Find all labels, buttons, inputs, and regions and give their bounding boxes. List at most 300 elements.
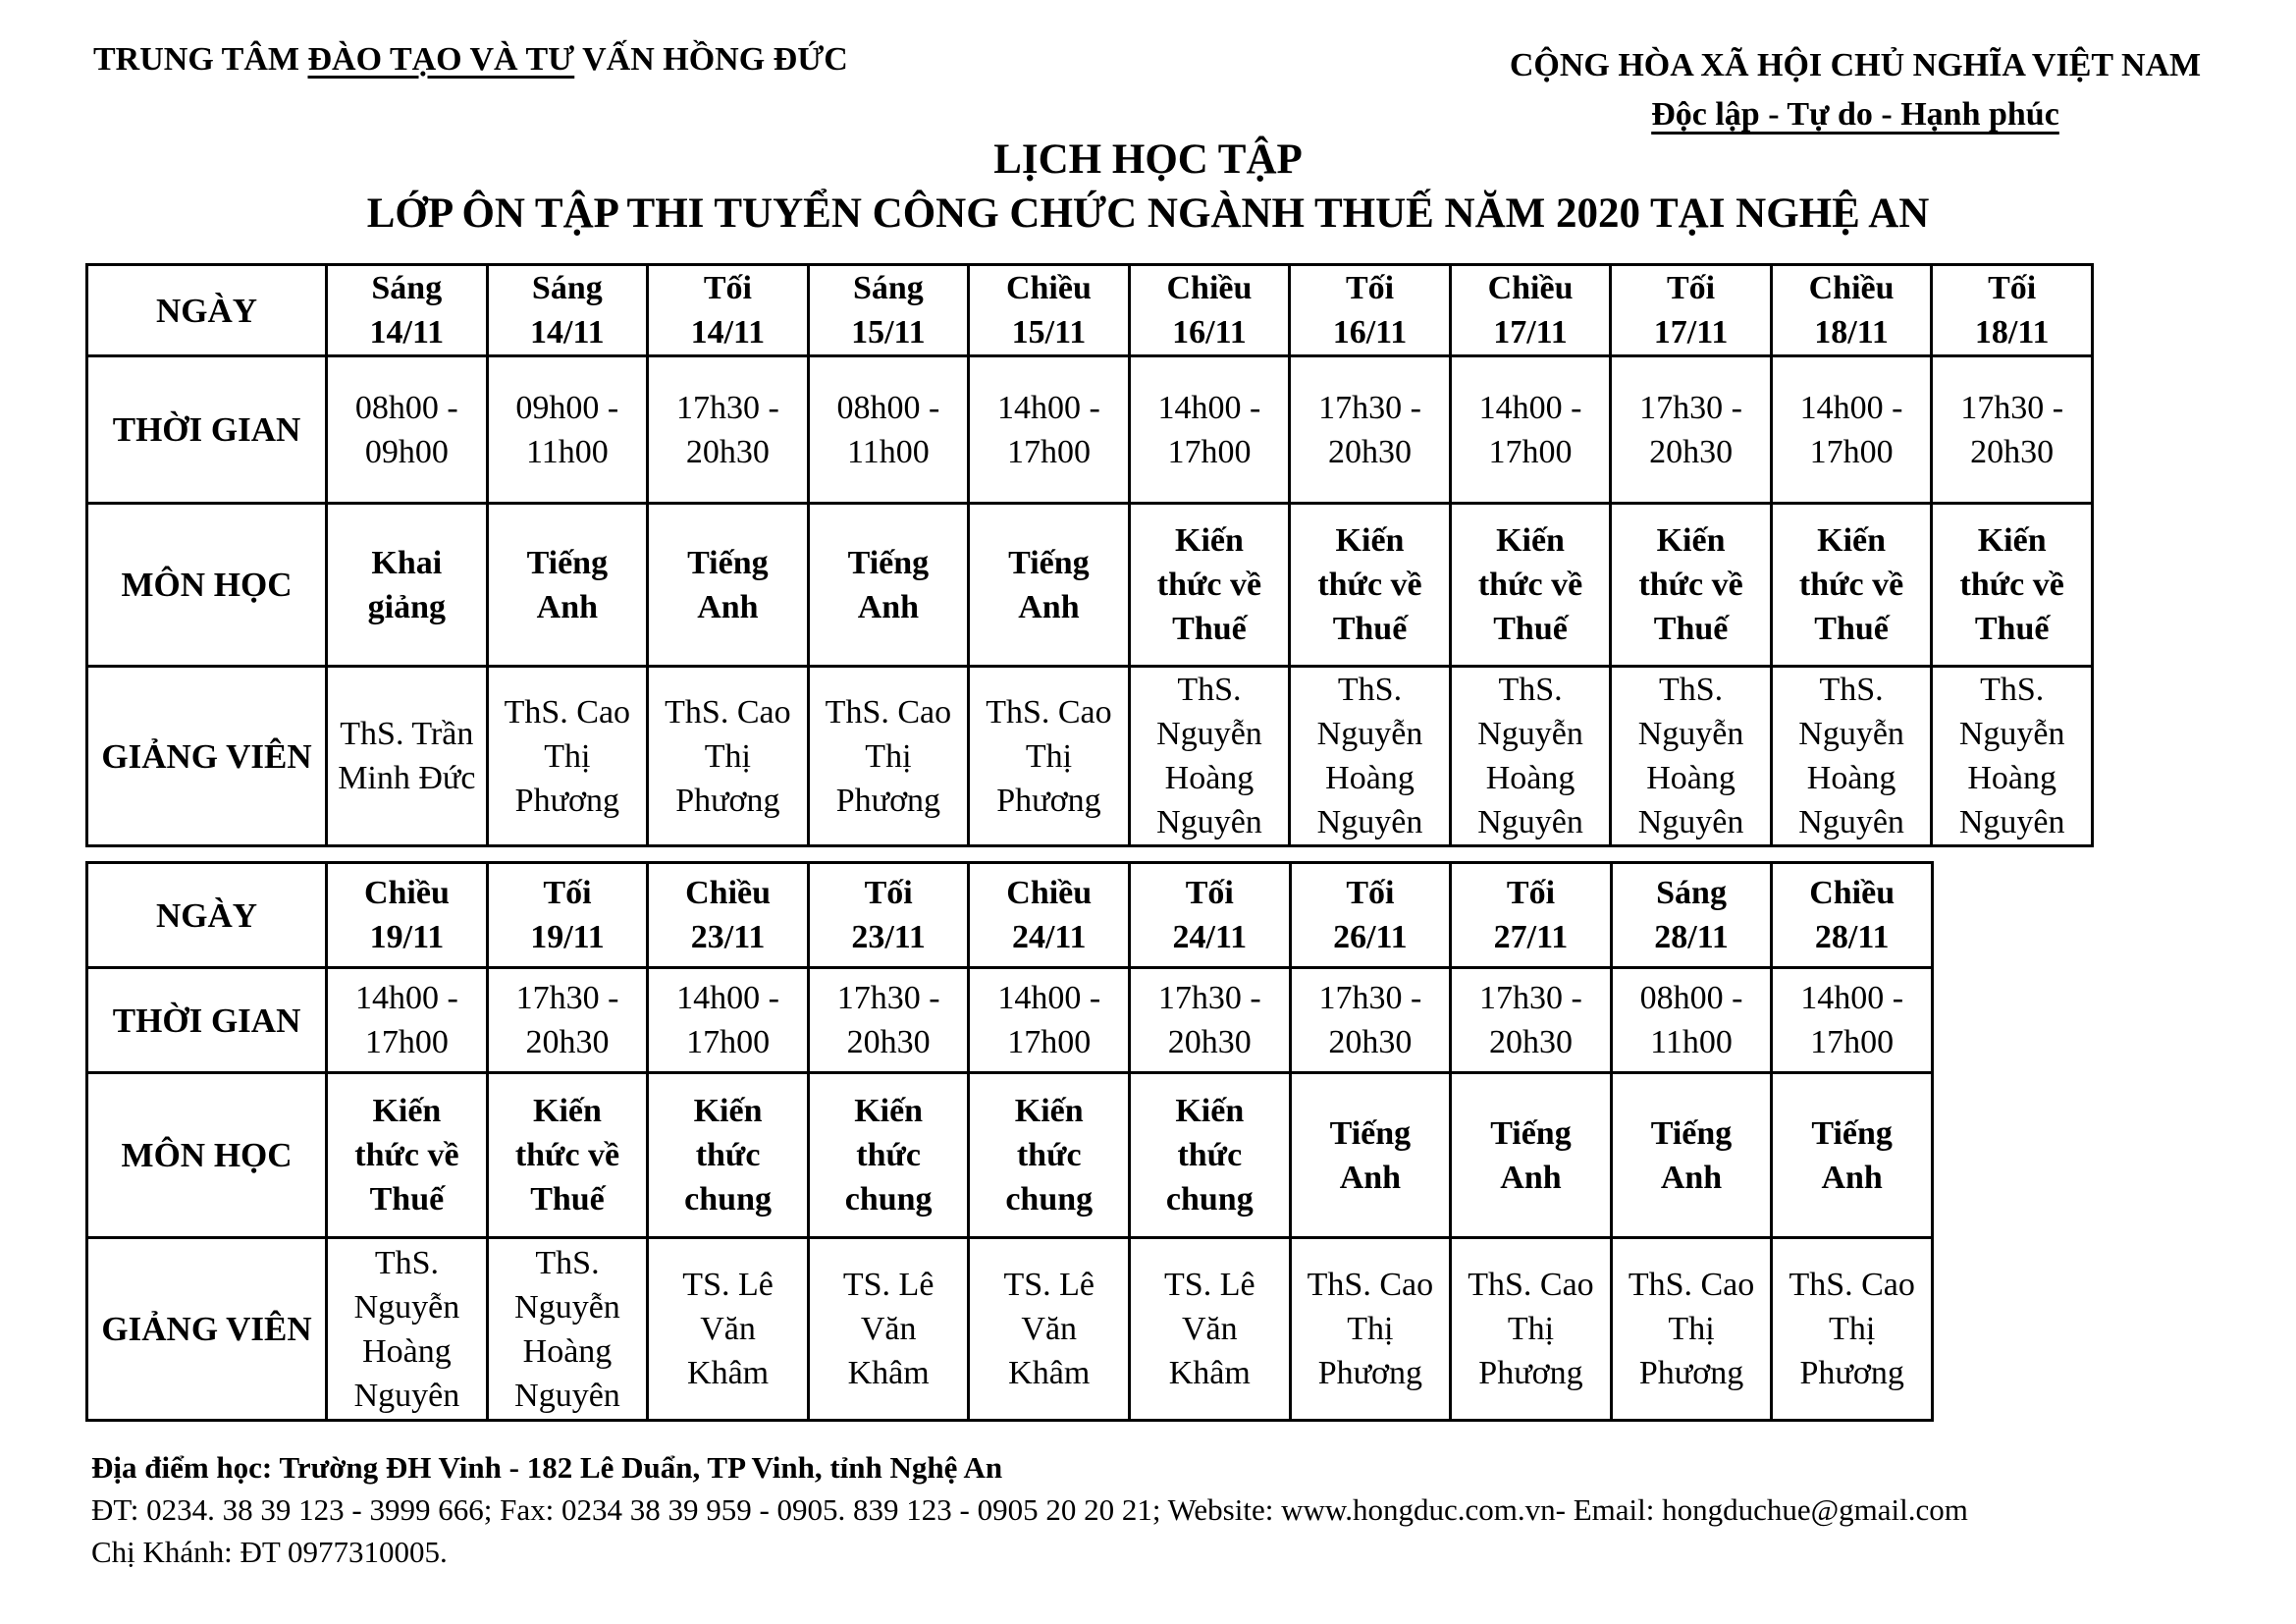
national-motto: Độc lập - Tự do - Hạnh phúc [1651, 96, 2059, 133]
lecturer-cell-line: Nguyễn [1798, 716, 1904, 752]
time-cell [648, 968, 809, 1073]
lecturer-cell-line: Khâm [687, 1355, 770, 1391]
lecturer-cell-line: ThS. [1658, 672, 1724, 708]
date-cell-line: 16/11 [1332, 314, 1408, 351]
date-cell [1290, 265, 1451, 356]
date-cell [1451, 863, 1612, 968]
date-cell-line: Chiều [1005, 270, 1092, 306]
lecturer-cell [487, 667, 648, 846]
lecturer-cell-line: Hoàng [362, 1332, 452, 1370]
date-cell-line: 14/11 [369, 314, 445, 351]
lecturer-cell-line: Khâm [847, 1355, 930, 1391]
lecturer-cell [1771, 667, 1932, 846]
date-cell [1771, 265, 1932, 356]
lecturer-cell-line: Nguyễn [1477, 716, 1583, 752]
lecturer-cell-line: TS. Lê [842, 1267, 934, 1303]
subject-cell [969, 504, 1130, 667]
time-cell-line: 20h30 [1488, 1024, 1573, 1060]
time-cell-line: 17h00 [1810, 1024, 1895, 1060]
date-cell-line: 15/11 [1011, 314, 1087, 351]
lecturer-cell [1451, 1238, 1612, 1421]
time-cell-line: 08h00 - [354, 389, 458, 426]
date-cell [327, 863, 488, 968]
lecturer-cell-line: ThS. [1337, 672, 1403, 708]
lecturer-cell [1290, 1238, 1451, 1421]
lecturer-cell-line: Thị [1347, 1311, 1394, 1347]
row-date [87, 265, 2093, 356]
subject-cell-line: chung [844, 1181, 933, 1218]
lecturer-cell [1130, 1238, 1291, 1421]
subject-cell-line: Tiếng [1650, 1114, 1733, 1152]
subject-cell [1450, 504, 1611, 667]
date-cell [648, 863, 809, 968]
lecturer-cell-line: Nguyên [1316, 804, 1423, 840]
time-cell-line: 20h30 [846, 1024, 931, 1060]
subject-cell-line: Anh [1018, 588, 1080, 625]
subject-cell-line: Kiến [1335, 522, 1405, 559]
subject-cell-line: Thuế [530, 1181, 605, 1218]
subject-cell-line: thức [1177, 1137, 1243, 1173]
time-cell-line: 14h00 - [1157, 389, 1261, 426]
time-cell-line: 20h30 [1167, 1024, 1252, 1060]
subject-cell-line: Kiến [1496, 522, 1565, 559]
row-label-subject: MÔN HỌC [87, 504, 327, 667]
subject-cell-line: thức về [514, 1137, 620, 1173]
date-cell-line: Chiều [363, 875, 450, 911]
time-cell-line: 08h00 - [836, 389, 940, 426]
row-subject [87, 1073, 1933, 1238]
subject-cell-line: thức về [1638, 567, 1743, 603]
subject-cell-line: thức về [1317, 567, 1422, 603]
subject-cell-line: Khai [371, 544, 443, 581]
lecturer-cell-line: Minh Đức [338, 760, 476, 796]
lecturer-cell-line: Thị [865, 737, 912, 775]
subject-cell-line: Anh [1660, 1159, 1723, 1196]
subject-cell [1130, 1073, 1291, 1238]
lecturer-cell-line: ThS. Cao [1789, 1267, 1915, 1303]
study-location: Địa điểm học: Trường ĐH Vinh - 182 Lê Duẩn, TP Vinh, tỉnh Nghệ An [91, 1450, 1003, 1485]
lecturer-cell-line: Hoàng [1485, 760, 1575, 796]
date-cell [969, 863, 1130, 968]
time-cell [1932, 356, 2093, 504]
lecturer-cell-line: Nguyễn [514, 1288, 620, 1326]
time-cell-line: 14h00 - [997, 980, 1101, 1016]
time-cell [1290, 968, 1451, 1073]
date-cell-line: 23/11 [690, 919, 766, 955]
date-cell-line: Sáng [852, 270, 924, 306]
date-cell [1611, 863, 1772, 968]
time-cell-line: 11h00 [1650, 1024, 1733, 1060]
time-cell-line: 17h00 [1007, 1024, 1092, 1060]
time-cell [487, 968, 648, 1073]
date-cell-line: Chiều [1808, 270, 1895, 306]
lecturer-cell-line: TS. Lê [1003, 1267, 1095, 1303]
lecturer-cell-line: ThS. [1498, 672, 1563, 708]
subject-cell-line: thức về [354, 1137, 459, 1173]
subject-cell [1129, 504, 1290, 667]
lecturer-cell-line: ThS. [535, 1244, 600, 1281]
subject-cell-line: Thuế [1493, 611, 1568, 647]
time-cell-line: 20h30 [685, 433, 770, 470]
row-time [87, 356, 2093, 504]
lecturer-cell-line: Thị [1668, 1311, 1715, 1347]
lecturer-cell [648, 667, 809, 846]
time-cell [1129, 356, 1290, 504]
date-cell-line: Tối [864, 875, 913, 911]
lecturer-cell [648, 1238, 809, 1421]
time-cell [1290, 356, 1451, 504]
lecturer-cell-line: Phương [1799, 1355, 1904, 1391]
lecturer-cell [1450, 667, 1611, 846]
subject-cell-line: Kiến [693, 1093, 763, 1129]
country-name: CỘNG HÒA XÃ HỘI CHỦ NGHĨA VIỆT NAM [1509, 47, 2202, 83]
time-cell [1130, 968, 1291, 1073]
row-date [87, 863, 1933, 968]
subject-cell-line: Kiến [1014, 1093, 1084, 1129]
date-cell-line: Sáng [531, 270, 603, 306]
time-cell-line: 14h00 - [355, 980, 458, 1016]
national-header [1472, 41, 2238, 139]
row-label-time: THỜI GIAN [87, 968, 327, 1073]
subject-cell-line: chung [684, 1181, 772, 1218]
time-cell-line: 09h00 [364, 433, 449, 470]
lecturer-cell-line: Phương [835, 782, 941, 819]
time-cell-line: 17h00 [686, 1024, 771, 1060]
organization-name-suffix: VẤN HỒNG ĐỨC [574, 41, 848, 78]
time-cell-line: 20h30 [525, 1024, 610, 1060]
lecturer-cell-line: Nguyễn [1637, 716, 1744, 752]
subject-cell-line: Kiến [854, 1093, 924, 1129]
lecturer-cell-line: ThS. Cao [1468, 1267, 1594, 1303]
subject-cell-line: thức về [1477, 567, 1583, 603]
date-cell-line: 19/11 [530, 919, 605, 955]
subject-cell-line: Anh [1821, 1159, 1883, 1196]
lecturer-cell-line: Văn [1181, 1311, 1238, 1347]
lecturer-cell-line: Phương [1478, 1355, 1583, 1391]
lecturer-cell-line: Nguyễn [353, 1288, 460, 1326]
subject-cell [1772, 1073, 1933, 1238]
lecturer-cell-line: Thị [1507, 1311, 1555, 1347]
subject-cell-line: Thuế [369, 1181, 445, 1218]
date-cell [487, 863, 648, 968]
contact-person: Chị Khánh: ĐT 0977310005. [91, 1535, 448, 1569]
subject-cell [487, 1073, 648, 1238]
row-label-date: NGÀY [87, 265, 327, 356]
row-time [87, 968, 1933, 1073]
date-cell-line: 28/11 [1814, 919, 1890, 955]
lecturer-cell-line: Phương [514, 782, 619, 819]
lecturer-cell [808, 1238, 969, 1421]
lecturer-cell-line: Hoàng [1646, 760, 1735, 796]
time-cell [1611, 356, 1772, 504]
date-cell-line: 18/11 [1974, 314, 2050, 351]
time-cell-line: 17h30 - [836, 980, 940, 1016]
date-cell [1611, 265, 1772, 356]
subject-cell [1290, 504, 1451, 667]
row-lecturer [87, 667, 2093, 846]
date-cell-line: Chiều [1006, 875, 1093, 911]
subject-cell [969, 1073, 1130, 1238]
subject-cell-line: Thuế [1974, 611, 2050, 647]
subject-cell-line: thức về [1959, 567, 2064, 603]
subject-cell-line: thức [695, 1137, 761, 1173]
subject-cell [808, 1073, 969, 1238]
subject-cell-line: Thuế [1814, 611, 1889, 647]
row-subject [87, 504, 2093, 667]
row-lecturer [87, 1238, 1933, 1421]
date-cell-line: Chiều [685, 875, 772, 911]
date-cell-line: 14/11 [530, 314, 605, 351]
date-cell-line: 28/11 [1654, 919, 1729, 955]
date-cell [1450, 265, 1611, 356]
date-cell-line: Tối [1667, 270, 1716, 306]
lecturer-cell-line: Văn [700, 1311, 756, 1347]
time-cell [808, 356, 969, 504]
subject-cell-line: Kiến [1656, 522, 1726, 559]
lecturer-cell-line: Hoàng [522, 1332, 613, 1370]
organization-name-prefix: TRUNG TÂM [93, 41, 308, 78]
lecturer-cell-line: Nguyên [353, 1377, 460, 1414]
lecturer-cell-line: Hoàng [1164, 760, 1255, 796]
date-cell-line: 26/11 [1333, 919, 1408, 955]
subject-cell-line: Kiến [1175, 522, 1244, 559]
schedule-table-1 [85, 263, 2094, 847]
contact-info: ĐT: 0234. 38 39 123 - 3999 666; Fax: 0234 38 39 959 - 0905. 839 123 - 0905 20 20 21; Website: www.hongduc.com.vn- Email: hongduchue@gmail.com [91, 1492, 1968, 1527]
time-cell-line: 17h30 - [1639, 389, 1742, 426]
lecturer-cell [327, 667, 488, 846]
date-cell [648, 265, 809, 356]
subject-cell-line: Anh [1500, 1159, 1562, 1196]
date-cell-line: Tối [1185, 875, 1234, 911]
date-cell-line: 23/11 [851, 919, 926, 955]
row-label-subject: MÔN HỌC [87, 1073, 327, 1238]
date-cell-line: 27/11 [1493, 919, 1569, 955]
lecturer-cell-line: ThS. Cao [504, 693, 631, 731]
lecturer-cell-line: TS. Lê [682, 1267, 774, 1303]
lecturer-cell-line: Nguyễn [1156, 716, 1262, 752]
lecturer-cell-line: Nguyên [1798, 804, 1904, 840]
subject-cell-line: Tiếng [1008, 544, 1090, 581]
date-cell [1290, 863, 1451, 968]
subject-cell-line: Kiến [1817, 522, 1887, 559]
lecturer-cell-line: Hoàng [1325, 760, 1415, 796]
lecturer-cell-line: ThS. [374, 1244, 439, 1281]
time-cell-line: 14h00 - [1800, 980, 1904, 1016]
time-cell-line: 17h00 [1167, 433, 1252, 470]
time-cell [327, 968, 488, 1073]
lecturer-cell-line: Thị [1025, 737, 1073, 775]
time-cell [1611, 968, 1772, 1073]
date-cell-line: Tối [1346, 875, 1395, 911]
date-cell [1772, 863, 1933, 968]
time-cell-line: 20h30 [1649, 433, 1734, 470]
lecturer-cell [808, 667, 969, 846]
subject-cell-line: Kiến [1977, 522, 2047, 559]
subject-cell-line: Tiếng [847, 544, 930, 581]
date-cell-line: Chiều [1487, 270, 1574, 306]
subject-cell [1290, 1073, 1451, 1238]
lecturer-cell-line: Nguyên [1637, 804, 1744, 840]
subject-cell [648, 1073, 809, 1238]
time-cell [1450, 356, 1611, 504]
subject-cell-line: thức [856, 1137, 922, 1173]
date-cell [327, 265, 488, 356]
lecturer-cell [1932, 667, 2093, 846]
subject-cell-line: Thuế [1332, 611, 1408, 647]
lecturer-cell-line: Thị [704, 737, 751, 775]
lecturer-cell [1290, 667, 1451, 846]
time-cell-line: 17h30 - [1318, 980, 1422, 1016]
date-cell-line: 17/11 [1493, 314, 1568, 351]
subject-cell-line: Thuế [1172, 611, 1247, 647]
lecturer-cell-line: Hoàng [1967, 760, 2056, 796]
lecturer-cell-line: TS. Lê [1164, 1267, 1255, 1303]
time-cell-line: 17h00 [364, 1024, 449, 1060]
lecturer-cell-line: ThS. [1819, 672, 1884, 708]
subject-cell [1932, 504, 2093, 667]
time-cell-line: 11h00 [525, 433, 609, 470]
time-cell [487, 356, 648, 504]
lecturer-cell-line: Nguyễn [1316, 716, 1423, 752]
organization-name-underlined: ĐÀO TẠO VÀ TƯ [307, 41, 575, 78]
date-cell-line: 17/11 [1653, 314, 1729, 351]
time-cell-line: 08h00 - [1639, 980, 1743, 1016]
document-title: LỊCH HỌC TẬP [993, 136, 1303, 183]
organization-name [93, 41, 848, 79]
time-cell-line: 14h00 - [1799, 389, 1903, 426]
subject-cell-line: Kiến [1175, 1093, 1245, 1129]
time-cell [808, 968, 969, 1073]
date-cell-line: 18/11 [1814, 314, 1889, 351]
subject-cell-line: Anh [1339, 1159, 1402, 1196]
time-cell [648, 356, 809, 504]
subject-cell-line: Thuế [1653, 611, 1729, 647]
lecturer-cell-line: Khâm [1008, 1355, 1091, 1391]
date-cell [1932, 265, 2093, 356]
date-cell-line: Sáng [371, 270, 443, 306]
lecturer-cell-line: Phương [1317, 1355, 1423, 1391]
time-cell [969, 968, 1130, 1073]
subject-cell-line: Anh [536, 588, 599, 625]
time-cell-line: 17h30 - [1318, 389, 1421, 426]
time-cell-line: 17h30 - [515, 980, 619, 1016]
lecturer-cell-line: Khâm [1168, 1355, 1251, 1391]
lecturer-cell-line: Nguyên [514, 1377, 620, 1414]
subject-cell-line: thức về [1156, 567, 1262, 603]
lecturer-cell-line: ThS. Cao [825, 693, 952, 731]
time-cell-line: 14h00 - [1478, 389, 1582, 426]
time-cell-line: 20h30 [1328, 433, 1412, 470]
lecturer-cell-line: Phương [1638, 1355, 1744, 1391]
date-cell-line: Tối [1988, 270, 2037, 306]
date-cell [1129, 265, 1290, 356]
time-cell-line: 17h30 - [675, 389, 779, 426]
lecturer-cell-line: Nguyên [1156, 804, 1262, 840]
time-cell [1771, 356, 1932, 504]
lecturer-cell-line: Hoàng [1806, 760, 1896, 796]
subject-cell-line: thức [1016, 1137, 1082, 1173]
date-cell-line: Chiều [1809, 875, 1896, 911]
time-cell-line: 17h30 - [1960, 389, 2064, 426]
time-cell-line: 11h00 [847, 433, 930, 470]
time-cell-line: 17h00 [1488, 433, 1573, 470]
subject-cell-line: Tiếng [1329, 1114, 1412, 1152]
date-cell-line: 24/11 [1011, 919, 1087, 955]
lecturer-cell-line: ThS. Trần [340, 716, 474, 752]
lecturer-cell-line: Văn [860, 1311, 917, 1347]
date-cell-line: Tối [543, 875, 592, 911]
lecturer-cell-line: Nguyên [1477, 804, 1583, 840]
subject-cell-line: Tiếng [687, 544, 769, 581]
subject-cell-line: Anh [697, 588, 759, 625]
date-cell-line: 16/11 [1172, 314, 1247, 351]
date-cell-line: 24/11 [1172, 919, 1248, 955]
subject-cell [1611, 504, 1772, 667]
date-cell [969, 265, 1130, 356]
subject-cell [327, 1073, 488, 1238]
lecturer-cell [487, 1238, 648, 1421]
time-cell [327, 356, 488, 504]
time-cell-line: 14h00 - [997, 389, 1100, 426]
time-cell-line: 17h00 [1809, 433, 1894, 470]
subject-cell [1771, 504, 1932, 667]
row-label-lecturer: GIẢNG VIÊN [87, 667, 327, 846]
date-cell-line: 15/11 [851, 314, 926, 351]
lecturer-cell [969, 667, 1130, 846]
date-cell-line: Tối [703, 270, 752, 306]
row-label-date: NGÀY [87, 863, 327, 968]
time-cell-line: 14h00 - [676, 980, 779, 1016]
date-cell [808, 265, 969, 356]
time-cell [1772, 968, 1933, 1073]
time-cell-line: 17h30 - [1157, 980, 1261, 1016]
subject-cell-line: thức về [1798, 567, 1904, 603]
lecturer-cell-line: ThS. Cao [986, 693, 1112, 731]
subject-cell [327, 504, 488, 667]
time-cell-line: 17h30 - [1479, 980, 1582, 1016]
time-cell-line: 09h00 - [515, 389, 619, 426]
lecturer-cell-line: Nguyễn [1958, 716, 2065, 752]
date-cell [1130, 863, 1291, 968]
date-cell [487, 265, 648, 356]
lecturer-cell [1772, 1238, 1933, 1421]
lecturer-cell-line: Nguyên [1958, 804, 2065, 840]
time-cell [969, 356, 1130, 504]
subject-cell-line: Tiếng [1490, 1114, 1572, 1152]
subject-cell-line: Anh [857, 588, 920, 625]
subject-cell [648, 504, 809, 667]
time-cell-line: 20h30 [1970, 433, 2055, 470]
lecturer-cell-line: Văn [1021, 1311, 1078, 1347]
time-cell-line: 17h00 [1006, 433, 1091, 470]
date-cell-line: 14/11 [690, 314, 766, 351]
lecturer-cell-line: ThS. Cao [1307, 1267, 1434, 1303]
lecturer-cell-line: Phương [675, 782, 780, 819]
row-label-lecturer: GIẢNG VIÊN [87, 1238, 327, 1421]
subject-cell-line: Tiếng [526, 544, 609, 581]
lecturer-cell-line: ThS. [1980, 672, 2045, 708]
subject-cell-line: chung [1165, 1181, 1254, 1218]
lecturer-cell [1611, 1238, 1772, 1421]
date-cell-line: Sáng [1656, 875, 1727, 911]
row-label-time: THỜI GIAN [87, 356, 327, 504]
lecturer-cell [327, 1238, 488, 1421]
subject-cell-line: chung [1005, 1181, 1094, 1218]
subject-cell-line: Kiến [533, 1093, 602, 1129]
date-cell [808, 863, 969, 968]
lecturer-cell-line: Thị [544, 737, 591, 775]
subject-cell [1611, 1073, 1772, 1238]
